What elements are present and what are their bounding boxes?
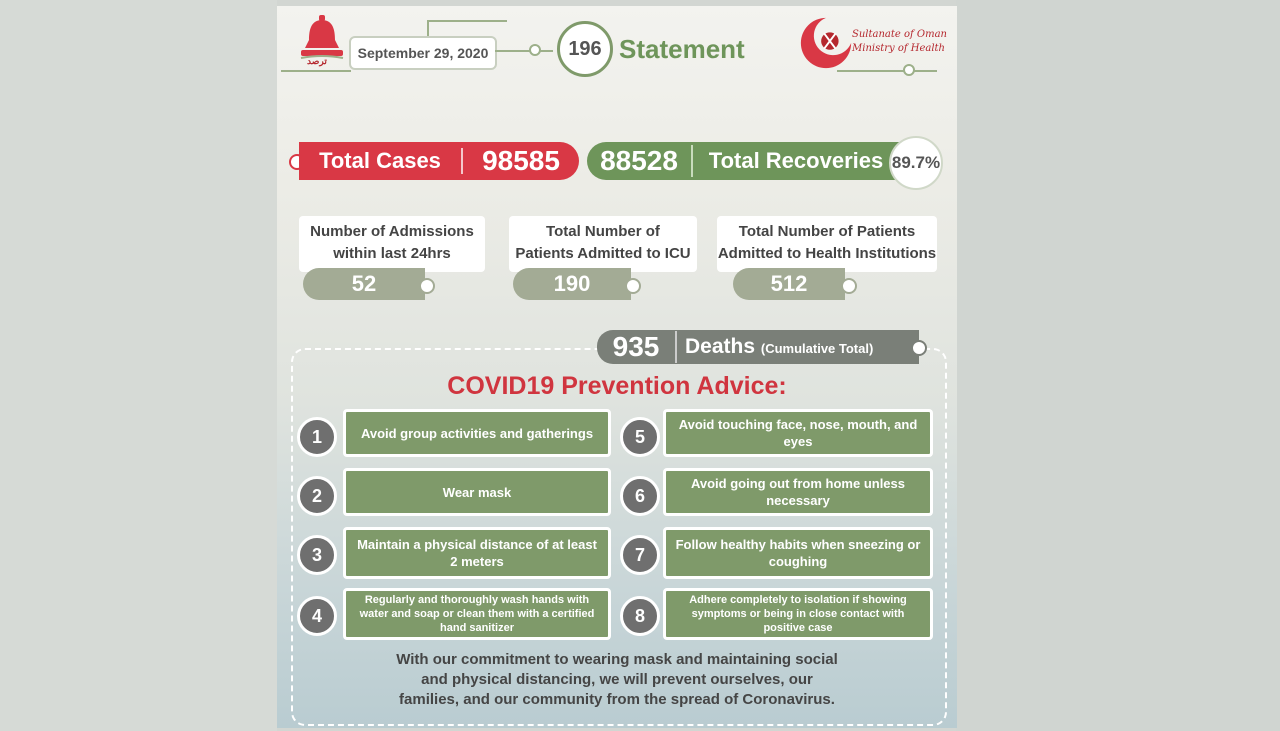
advice-item-3: Maintain a physical distance of at least 2 meters (343, 527, 611, 579)
connector-dot (529, 44, 541, 56)
statement-label: Statement (619, 34, 745, 64)
date-badge: September 29, 2020 (349, 36, 497, 70)
advice-number-1: 1 (297, 417, 337, 457)
advice-item-6: Avoid going out from home unless necessary (663, 468, 933, 516)
statement-number: 196 (557, 21, 613, 77)
date-connector (495, 50, 553, 52)
icu-dot (625, 278, 641, 294)
admissions-label-2: within last 24hrs (333, 245, 451, 262)
footer-line-3: families, and our community from the spread of Coronavirus. (399, 691, 835, 708)
deaths-dot (911, 340, 927, 356)
advice-item-7: Follow healthy habits when sneezing or coughing (663, 527, 933, 579)
left-margin (0, 0, 277, 731)
bell-caption: ترصد (307, 56, 327, 66)
institutions-dot (841, 278, 857, 294)
advice-number-8: 8 (620, 596, 660, 636)
admissions-value: 52 (303, 268, 425, 300)
total-cases-bar (299, 142, 579, 180)
institutions-value: 512 (733, 268, 845, 300)
advice-item-2: Wear mask (343, 468, 611, 516)
advice-title: COVID19 Prevention Advice: (447, 372, 787, 400)
total-cases-label: Total Cases (299, 148, 463, 174)
advice-number-2: 2 (297, 476, 337, 516)
institutions-label-2: Admitted to Health Institutions (717, 245, 937, 262)
icu-label-2: Patients Admitted to ICU (515, 245, 691, 262)
institutions-label-1: Total Number of Patients (738, 223, 916, 240)
right-margin (956, 0, 1280, 731)
header-line-right (837, 70, 937, 72)
advice-item-8: Adhere completely to isolation if showing symptoms or being in close contact with positive case (663, 588, 933, 640)
advice-number-6: 6 (620, 476, 660, 516)
deaths-qualifier: (Cumulative Total) (760, 341, 874, 356)
advice-number-4: 4 (297, 596, 337, 636)
advice-number-5: 5 (620, 417, 660, 457)
advice-number-7: 7 (620, 535, 660, 575)
advice-number-3: 3 (297, 535, 337, 575)
deaths-label: Deaths (685, 335, 756, 358)
icu-label-1: Total Number of (546, 223, 660, 240)
ministry-name (852, 28, 947, 56)
header-line-left (281, 70, 351, 72)
advice-item-1: Avoid group activities and gatherings (343, 409, 611, 457)
date-top-line (427, 22, 429, 36)
admissions-dot (419, 278, 435, 294)
deaths-bar (597, 330, 919, 364)
deaths-label-wrap (677, 335, 873, 359)
advice-item-5: Avoid touching face, nose, mouth, and eyes (663, 409, 933, 457)
total-cases-value: 98585 (482, 145, 560, 176)
admissions-label-1: Number of Admissions (310, 223, 474, 240)
footer-message (357, 650, 877, 710)
deaths-value: 935 (597, 331, 677, 363)
recovery-rate-badge: 89.7% (889, 136, 943, 190)
footer-line-2: and physical distancing, we will prevent ourselves, our (421, 671, 813, 688)
date-top-line-h (427, 20, 507, 22)
footer-line-1: With our commitment to wearing mask and maintaining social (396, 651, 838, 668)
total-recoveries-bar (587, 142, 899, 180)
ministry-crescent-logo-icon (797, 14, 855, 72)
ministry-line-1: Sultanate of Oman (852, 29, 947, 40)
institutions-label-box (717, 216, 937, 272)
icu-value: 190 (513, 268, 631, 300)
infographic-poster (277, 6, 957, 728)
ministry-line-2: Ministry of Health (852, 43, 945, 54)
advice-item-4: Regularly and thoroughly wash hands with water and soap or clean them with a certified hand sanitizer (343, 588, 611, 640)
total-recoveries-label: Total Recoveries (708, 148, 884, 173)
admissions-label-box (299, 216, 485, 272)
icu-label-box (509, 216, 697, 272)
header-dot-right (903, 64, 915, 76)
total-recoveries-value: 88528 (587, 145, 693, 177)
